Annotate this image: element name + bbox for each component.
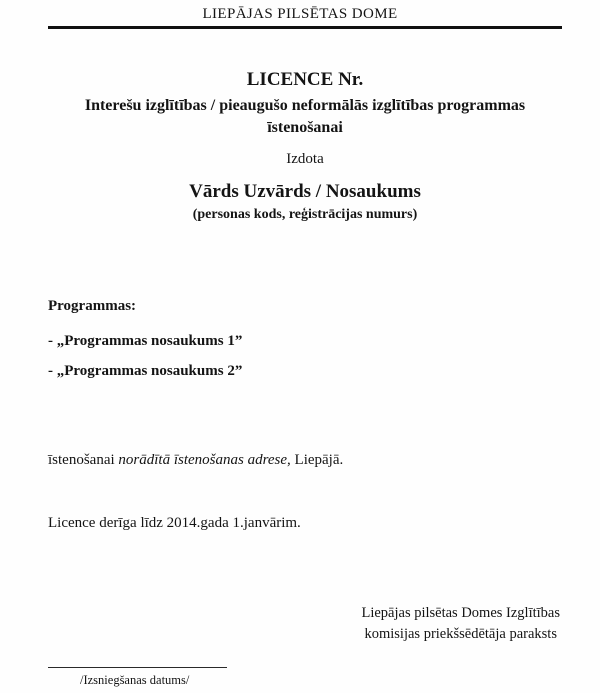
signature-line2: komisijas priekšsēdētāja paraksts bbox=[364, 626, 557, 642]
issue-date-signature-rule bbox=[48, 667, 227, 668]
implementation-suffix: , Liepājā. bbox=[287, 452, 344, 468]
program-list-item-2: - „Programmas nosaukums 2” bbox=[48, 363, 243, 379]
licence-title: LICENCE Nr. bbox=[246, 69, 364, 90]
issue-date-caption: /Izsniegšanas datums/ bbox=[80, 673, 190, 687]
programs-label: Programmas: bbox=[48, 298, 137, 314]
validity-statement: Licence derīga līdz 2014.gada 1.janvārim. bbox=[48, 515, 301, 531]
signature-block bbox=[361, 603, 560, 645]
holder-caption: (personas kods, reģistrācijas numurs) bbox=[192, 207, 418, 222]
organization-header: LIEPĀJAS PILSĒTAS DOME bbox=[202, 6, 398, 22]
implementation-address-line bbox=[48, 450, 562, 470]
implementation-address-placeholder: norādītā īstenošanas adrese bbox=[118, 452, 288, 468]
licence-subtitle-line1: Interešu izglītības / pieaugušo neformālās izglītības programmas bbox=[84, 97, 526, 114]
licence-subtitle bbox=[48, 95, 562, 139]
header-divider-rule bbox=[48, 26, 562, 29]
implementation-prefix: īstenošanai bbox=[48, 452, 119, 468]
licence-subtitle-line2: īstenošanai bbox=[267, 119, 343, 136]
signature-line1: Liepājas pilsētas Domes Izglītības bbox=[361, 605, 560, 621]
program-list-item-1: - „Programmas nosaukums 1” bbox=[48, 333, 243, 349]
holder-name: Vārds Uzvārds / Nosaukums bbox=[189, 181, 421, 202]
issued-label: Izdota bbox=[286, 151, 324, 167]
